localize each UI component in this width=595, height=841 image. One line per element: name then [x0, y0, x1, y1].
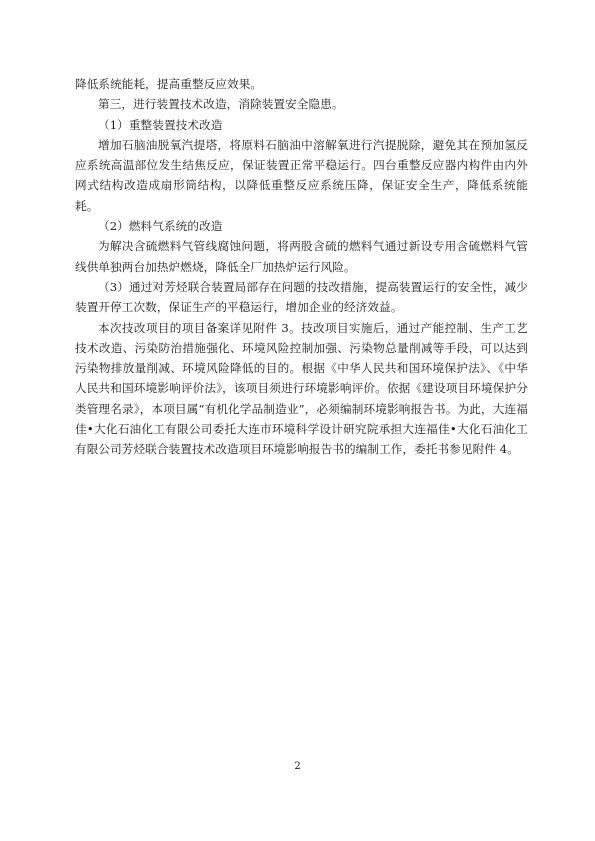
page-number: 2	[294, 761, 301, 772]
subheading-reforming-unit: （1）重整装置技术改造	[98, 117, 223, 132]
para-project-filing: 本次技改项目的项目备案详见附件 3。技改项目实施后，通过产能控制、生产工艺技术改造、污染防治措施强化、环境风险控制加强、污染物总量削减等手段，可以达到污染物排放量削减、环境风险降低的目的。根据《中华人民共和国环境保护法》、《中华人民共和国环境影响评价法》，该项目须进行环境影响评价。依据《建设项目环境保护分类管理名录》，本项目属“有机化学品制造业”，必须编制环境影响报告书。为此，大连福佳•大化石油化工有限公司委托大连市环境科学设计研究院承担大连福佳•大化石油化工有限公司芳烃联合装置技术改造项目环境影响报告书的编制工作，委托书参见附件 4。	[75, 320, 528, 457]
para-aromatics-measures: （3）通过对芳烃联合装置局部存在问题的技改措施，提高装置运行的安全性，减少装置开停工次数，保证生产的平稳运行，增加企业的经济效益。	[75, 279, 528, 315]
subheading-fuel-gas: （2）燃料气系统的改造	[98, 219, 223, 234]
para-reforming-unit: 增加石脑油脱氧汽提塔，将原料石脑油中溶解氧进行汽提脱除，避免其在预加氢反应系统高温部位发生结焦反应，保证装置正常平稳运行。四台重整反应器内构件由内外网式结构改造成扇形筒结构，以降低重整反应系统压降，保证安全生产，降低系统能耗。	[75, 137, 528, 213]
para-continuation: 降低系统能耗，提高重整反应效果。	[75, 77, 263, 91]
para-third-point: 第三，进行装置技术改造，消除装置安全隐患。	[98, 97, 344, 112]
document-body	[75, 74, 528, 460]
para-fuel-gas: 为解决含硫燃料气管线腐蚀问题，将两股含硫的燃料气通过新设专用含硫燃料气管线供单独两台加热炉燃烧，降低全厂加热炉运行风险。	[75, 239, 528, 274]
